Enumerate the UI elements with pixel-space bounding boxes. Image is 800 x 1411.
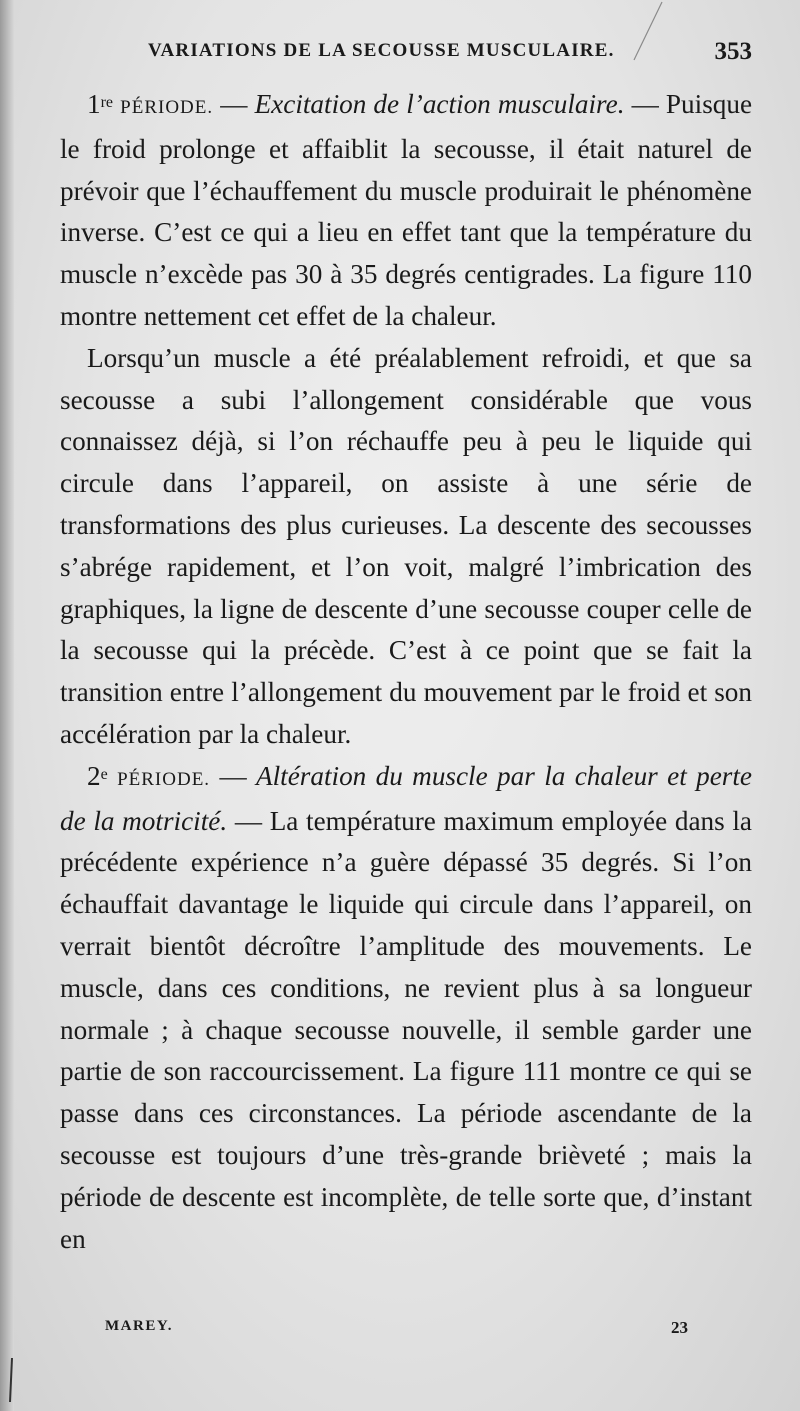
paragraph-text: — La température maximum employée dans la précédente expérience n’a guère dépassé 35 degrés. Si l’on échauffait davantage le liquide qui circule dans l’appareil, on verrait bientôt décroître l’amplitude des mouvements. Le muscle, dans ces conditions, ne revient plus à sa longueur normale ; à chaque secousse nouvelle, il semble garder une partie de son raccourcissement. La figure 111 montre ce qui se passe dans ces circonstances. La période ascendante de la secousse est toujours d’une très-grande brièveté ; mais la période de descente est incomplète, de telle sorte que, d’instant en [60, 805, 753, 1254]
page-footer [105, 1318, 688, 1342]
paragraph-1 [60, 84, 752, 338]
period-label: PÉRIODE. [120, 97, 214, 118]
paragraph-3 [60, 756, 752, 1261]
period-label: PÉRIODE. [117, 768, 211, 790]
page-number: 353 [714, 38, 752, 65]
section-title: Altération du muscle par la chaleur et perte de la motricité. [60, 760, 752, 836]
printer-signature: MAREY. [105, 1318, 174, 1334]
paragraph-text: — Puisque le froid prolonge et affaiblit la secousse, il était naturel de prévoir que l’échauffement du muscle produirait le phénomène inverse. C’est ce qui a lieu en effet tant que la température du muscle n’excède pas 30 à 35 degrés centigrades. La figure 110 montre nettement cet effet de la chaleur. [60, 89, 753, 331]
page-header [148, 38, 752, 70]
dash: — [220, 89, 248, 119]
sheet-number: 23 [671, 1318, 688, 1337]
period-superscript: e [100, 765, 108, 783]
running-title: VARIATIONS DE LA SECOUSSE MUSCULAIRE. [148, 40, 615, 61]
period-superscript: re [100, 94, 114, 111]
page-edge-shadow [0, 0, 14, 1411]
period-number: 2 [87, 760, 101, 791]
period-number: 1 [87, 89, 101, 119]
section-title: Excitation de l’action musculaire. [254, 89, 625, 119]
body-text [60, 84, 752, 1260]
stray-mark-icon [4, 1356, 18, 1406]
paragraph-text: Lorsqu’un muscle a été préalablement refroidi, et que sa secousse a subi l’allongement considérable que vous connaissez déjà, si l’on réchauffe peu à peu le liquide qui circule dans l’appareil, on assiste à une série de transformations des plus curieuses. La descente des secousses s’abrége rapidement, et l’on voit, malgré l’imbrication des graphiques, la ligne de descente d’une secousse couper celle de la secousse qui la précède. C’est à ce point que se fait la transition entre l’allongement du mouvement par le froid et son accélération par la chaleur. [60, 342, 752, 749]
paragraph-2 [60, 338, 752, 756]
dash: — [219, 760, 247, 791]
